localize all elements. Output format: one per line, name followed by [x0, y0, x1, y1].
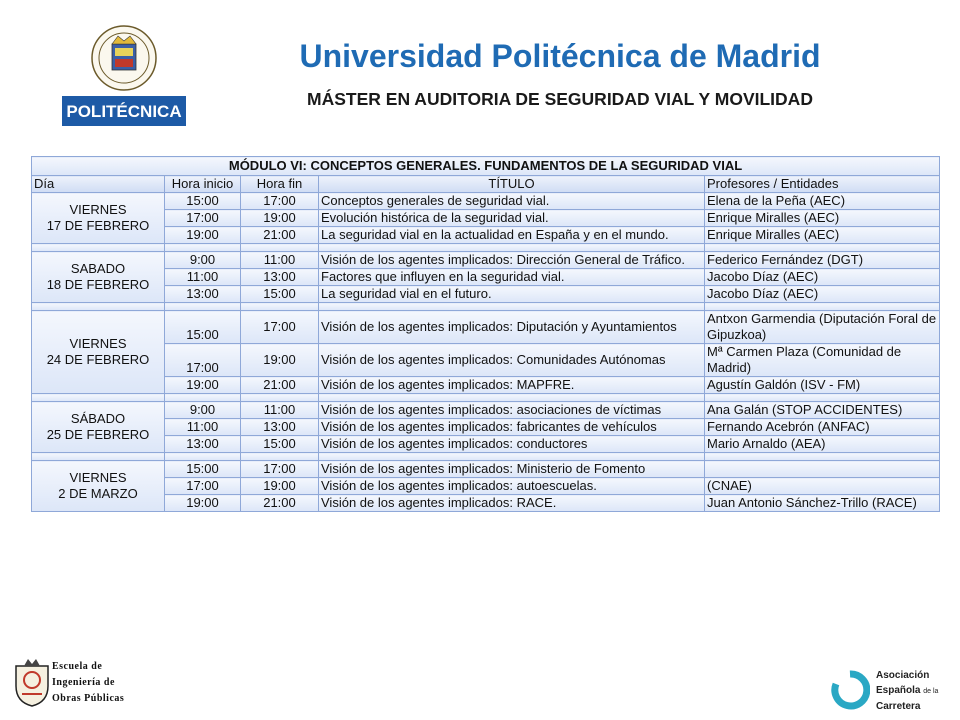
eiop-line-2: Ingeniería de — [52, 677, 115, 688]
day-name: VIERNES — [69, 202, 127, 217]
master-subtitle: MÁSTER EN AUDITORIA DE SEGURIDAD VIAL Y MOVILIDAD — [307, 89, 813, 109]
day-date: 17 DE FEBRERO — [46, 218, 150, 233]
header-cell-title: TÍTULO — [319, 176, 705, 193]
day-name: VIERNES — [69, 470, 127, 485]
spacer-cell — [241, 303, 319, 311]
session-title-cell: Visión de los agentes implicados: Diputación y Ayuntamientos — [319, 311, 705, 344]
module-title: MÓDULO VI: CONCEPTOS GENERALES. FUNDAMENTOS DE LA SEGURIDAD VIAL — [32, 157, 940, 176]
spacer-row — [32, 453, 940, 461]
start-time-cell: 19:00 — [165, 377, 241, 394]
session-title-cell: Conceptos generales de seguridad vial. — [319, 193, 705, 210]
session-title-cell: Visión de los agentes implicados: fabricantes de vehículos — [319, 419, 705, 436]
end-time-cell: 17:00 — [241, 461, 319, 478]
day-date: 18 DE FEBRERO — [46, 277, 150, 292]
spacer-cell — [705, 394, 940, 402]
start-time-cell: 19:00 — [165, 495, 241, 512]
spacer-cell — [319, 394, 705, 402]
table-row — [32, 269, 940, 286]
session-title-cell: Factores que influyen en la seguridad vial. — [319, 269, 705, 286]
aec-line-2-small: de la — [923, 688, 939, 695]
university-title: Universidad Politécnica de Madrid — [299, 38, 821, 74]
table-row — [32, 210, 940, 227]
professor-cell: Fernando Acebrón (ANFAC) — [705, 419, 940, 436]
day-name: SÁBADO — [70, 411, 126, 426]
spacer-cell — [165, 303, 241, 311]
end-time-cell: 21:00 — [241, 227, 319, 244]
professor-cell: Jacobo Díaz (AEC) — [705, 269, 940, 286]
day-name: VIERNES — [69, 336, 127, 351]
start-time-cell: 17:00 — [165, 478, 241, 495]
day-name: SABADO — [70, 261, 126, 276]
spacer-cell — [705, 453, 940, 461]
table-row — [32, 377, 940, 394]
spacer-cell — [241, 453, 319, 461]
professor-cell: Enrique Miralles (AEC) — [705, 210, 940, 227]
end-time-cell: 19:00 — [241, 344, 319, 377]
header-cell-end: Hora fin — [241, 176, 319, 193]
spacer-cell — [319, 244, 705, 252]
spacer-row — [32, 244, 940, 252]
spacer-cell — [705, 303, 940, 311]
table-row — [32, 495, 940, 512]
eiop-text — [52, 659, 124, 707]
module-row — [32, 157, 940, 176]
end-time-cell: 17:00 — [241, 311, 319, 344]
session-title-cell: Visión de los agentes implicados: Ministerio de Fomento — [319, 461, 705, 478]
start-time-cell: 17:00 — [165, 210, 241, 227]
table-row — [32, 344, 940, 377]
start-time-cell: 19:00 — [165, 227, 241, 244]
table-row — [32, 461, 940, 478]
upm-logo — [62, 22, 186, 128]
professor-cell: Elena de la Peña (AEC) — [705, 193, 940, 210]
header-cell-professors: Profesores / Entidades — [705, 176, 940, 193]
professor-cell: Agustín Galdón (ISV - FM) — [705, 377, 940, 394]
end-time-cell: 21:00 — [241, 377, 319, 394]
day-cell — [32, 311, 165, 394]
session-title-cell: Visión de los agentes implicados: asociaciones de víctimas — [319, 402, 705, 419]
header-cell-start: Hora inicio — [165, 176, 241, 193]
professor-cell: Jacobo Díaz (AEC) — [705, 286, 940, 303]
spacer-cell — [32, 244, 165, 252]
aec-line-2-main: Española — [876, 685, 921, 696]
spacer-row — [32, 394, 940, 402]
start-time-cell: 13:00 — [165, 286, 241, 303]
header-row — [32, 176, 940, 193]
eiop-line-3: Obras Públicas — [52, 693, 125, 704]
day-date: 24 DE FEBRERO — [46, 352, 150, 367]
professor-cell: Antxon Garmendia (Diputación Foral de Gipuzkoa) — [705, 311, 940, 344]
aec-text — [876, 668, 938, 714]
day-cell — [32, 252, 165, 303]
end-time-cell: 11:00 — [241, 402, 319, 419]
professor-cell: Ana Galán (STOP ACCIDENTES) — [705, 402, 940, 419]
aec-line-1: Asociación — [876, 670, 930, 681]
professor-cell: (CNAE) — [705, 478, 940, 495]
table-row — [32, 252, 940, 269]
day-cell — [32, 402, 165, 453]
table-row — [32, 402, 940, 419]
end-time-cell: 19:00 — [241, 210, 319, 227]
aec-line-3: Carretera — [876, 701, 921, 712]
upm-logo-text: POLITÉCNICA — [66, 102, 182, 121]
start-time-cell: 15:00 — [165, 311, 241, 344]
spacer-cell — [32, 303, 165, 311]
table-row — [32, 227, 940, 244]
spacer-cell — [319, 303, 705, 311]
table-row — [32, 419, 940, 436]
professor-cell: Mario Arnaldo (AEA) — [705, 436, 940, 453]
start-time-cell: 9:00 — [165, 252, 241, 269]
end-time-cell: 21:00 — [241, 495, 319, 512]
spacer-cell — [165, 244, 241, 252]
session-title-cell: Visión de los agentes implicados: autoescuelas. — [319, 478, 705, 495]
aec-line-2 — [876, 683, 938, 699]
end-time-cell: 15:00 — [241, 436, 319, 453]
session-title-cell: La seguridad vial en la actualidad en España y en el mundo. — [319, 227, 705, 244]
header-cell-day: Día — [32, 176, 165, 193]
aec-ring-icon — [830, 668, 870, 714]
table-row — [32, 311, 940, 344]
day-date: 25 DE FEBRERO — [46, 427, 150, 442]
end-time-cell: 19:00 — [241, 478, 319, 495]
session-title-cell: Visión de los agentes implicados: MAPFRE. — [319, 377, 705, 394]
end-time-cell: 13:00 — [241, 269, 319, 286]
day-date: 2 DE MARZO — [58, 486, 138, 501]
professor-cell: Enrique Miralles (AEC) — [705, 227, 940, 244]
spacer-cell — [32, 394, 165, 402]
start-time-cell: 11:00 — [165, 419, 241, 436]
spacer-cell — [241, 394, 319, 402]
professor-cell — [705, 461, 940, 478]
start-time-cell: 15:00 — [165, 193, 241, 210]
professor-cell: Juan Antonio Sánchez-Trillo (RACE) — [705, 495, 940, 512]
session-title-cell: La seguridad vial en el futuro. — [319, 286, 705, 303]
spacer-cell — [165, 453, 241, 461]
spacer-cell — [241, 244, 319, 252]
table-row — [32, 478, 940, 495]
start-time-cell: 11:00 — [165, 269, 241, 286]
eiop-crest-icon — [12, 656, 52, 708]
start-time-cell: 15:00 — [165, 461, 241, 478]
session-title-cell: Evolución histórica de la seguridad vial. — [319, 210, 705, 227]
professor-cell: Mª Carmen Plaza (Comunidad de Madrid) — [705, 344, 940, 377]
start-time-cell: 17:00 — [165, 344, 241, 377]
session-title-cell: Visión de los agentes implicados: Comunidades Autónomas — [319, 344, 705, 377]
day-cell — [32, 193, 165, 244]
start-time-cell: 13:00 — [165, 436, 241, 453]
session-title-cell: Visión de los agentes implicados: Dirección General de Tráfico. — [319, 252, 705, 269]
spacer-cell — [32, 453, 165, 461]
schedule-table-container — [31, 156, 939, 512]
start-time-cell: 9:00 — [165, 402, 241, 419]
spacer-row — [32, 303, 940, 311]
eiop-line-1: Escuela de — [52, 661, 103, 672]
spacer-cell — [705, 244, 940, 252]
end-time-cell: 11:00 — [241, 252, 319, 269]
spacer-cell — [319, 453, 705, 461]
end-time-cell: 13:00 — [241, 419, 319, 436]
end-time-cell: 15:00 — [241, 286, 319, 303]
table-row — [32, 193, 940, 210]
session-title-cell: Visión de los agentes implicados: conductores — [319, 436, 705, 453]
session-title-cell: Visión de los agentes implicados: RACE. — [319, 495, 705, 512]
day-cell — [32, 461, 165, 512]
table-row — [32, 286, 940, 303]
table-row — [32, 436, 940, 453]
professor-cell: Federico Fernández (DGT) — [705, 252, 940, 269]
end-time-cell: 17:00 — [241, 193, 319, 210]
schedule-table — [31, 156, 940, 512]
spacer-cell — [165, 394, 241, 402]
upm-seal-icon — [62, 22, 186, 128]
